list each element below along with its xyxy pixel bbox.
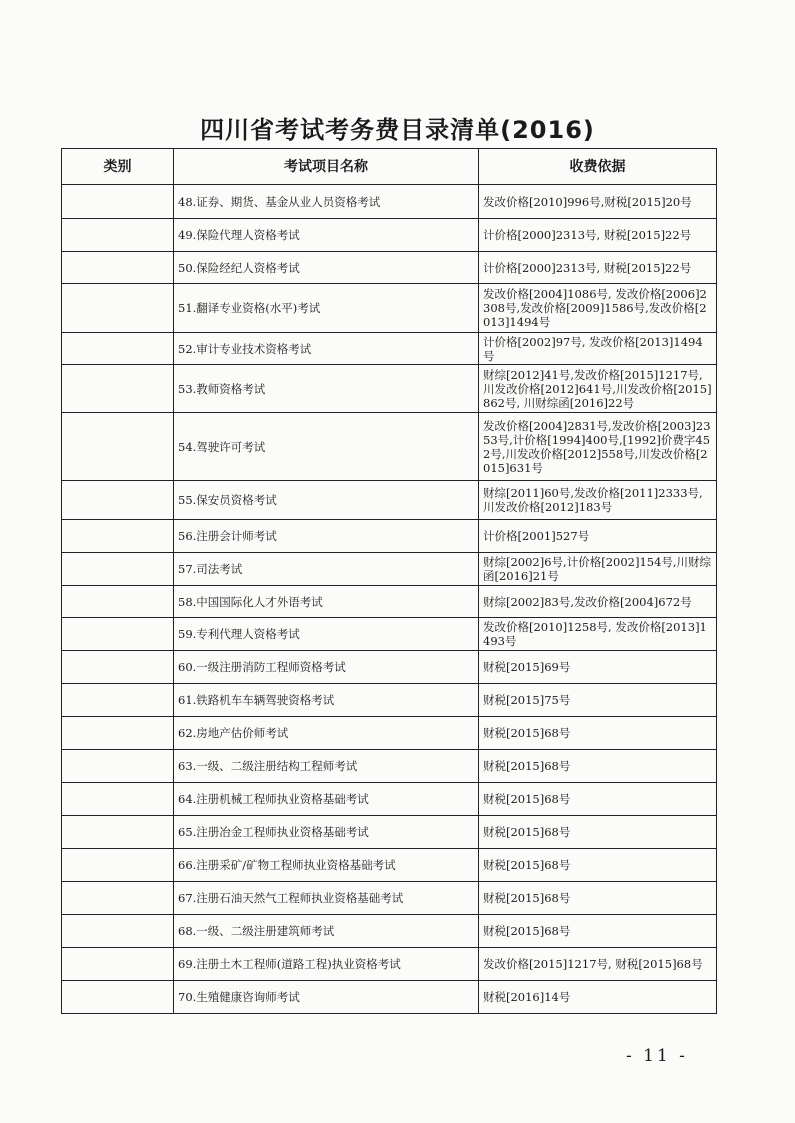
table-row [62, 365, 717, 413]
fee-basis-cell: 发改价格[2010]1258号, 发改价格[2013]1493号 [479, 618, 717, 651]
exam-name-cell: 49.保险代理人资格考试 [174, 219, 479, 252]
fee-basis-cell: 计价格[2002]97号, 发改价格[2013]1494号 [479, 333, 717, 365]
table-row [62, 750, 717, 783]
table-row [62, 651, 717, 684]
category-cell [62, 252, 174, 284]
table-row [62, 252, 717, 284]
header-category: 类别 [62, 149, 174, 185]
category-cell [62, 553, 174, 586]
category-cell [62, 717, 174, 750]
fee-basis-cell: 计价格[2001]527号 [479, 520, 717, 553]
category-cell [62, 981, 174, 1014]
header-basis: 收费依据 [479, 149, 717, 185]
exam-name-cell: 66.注册采矿/矿物工程师执业资格基础考试 [174, 849, 479, 882]
fee-table [61, 148, 717, 1014]
table-row [62, 520, 717, 553]
table-header-row [62, 149, 717, 185]
fee-basis-cell: 财税[2015]68号 [479, 882, 717, 915]
category-cell [62, 849, 174, 882]
category-cell [62, 185, 174, 219]
table-row [62, 586, 717, 618]
exam-name-cell: 50.保险经纪人资格考试 [174, 252, 479, 284]
category-cell [62, 948, 174, 981]
category-cell [62, 618, 174, 651]
table-row [62, 849, 717, 882]
fee-basis-cell: 发改价格[2010]996号,财税[2015]20号 [479, 185, 717, 219]
category-cell [62, 520, 174, 553]
category-cell [62, 750, 174, 783]
fee-basis-cell: 财税[2015]68号 [479, 783, 717, 816]
category-cell [62, 413, 174, 481]
exam-name-cell: 51.翻译专业资格(水平)考试 [174, 284, 479, 333]
exam-name-cell: 54.驾驶许可考试 [174, 413, 479, 481]
header-name: 考试项目名称 [174, 149, 479, 185]
fee-basis-cell: 财税[2016]14号 [479, 981, 717, 1014]
exam-name-cell: 63.一级、二级注册结构工程师考试 [174, 750, 479, 783]
fee-basis-cell: 发改价格[2015]1217号, 财税[2015]68号 [479, 948, 717, 981]
category-cell [62, 816, 174, 849]
table-row [62, 185, 717, 219]
table-row [62, 618, 717, 651]
fee-basis-cell: 财税[2015]68号 [479, 849, 717, 882]
exam-name-cell: 56.注册会计师考试 [174, 520, 479, 553]
table-row [62, 553, 717, 586]
table-row [62, 717, 717, 750]
category-cell [62, 284, 174, 333]
table-row [62, 783, 717, 816]
fee-basis-cell: 财税[2015]69号 [479, 651, 717, 684]
fee-basis-cell: 财税[2015]68号 [479, 915, 717, 948]
exam-name-cell: 70.生殖健康咨询师考试 [174, 981, 479, 1014]
fee-basis-cell: 财税[2015]68号 [479, 717, 717, 750]
table-row [62, 481, 717, 520]
table-row [62, 948, 717, 981]
category-cell [62, 365, 174, 413]
table-row [62, 284, 717, 333]
exam-name-cell: 61.铁路机车车辆驾驶资格考试 [174, 684, 479, 717]
exam-name-cell: 64.注册机械工程师执业资格基础考试 [174, 783, 479, 816]
category-cell [62, 882, 174, 915]
table-row [62, 684, 717, 717]
exam-name-cell: 68.一级、二级注册建筑师考试 [174, 915, 479, 948]
exam-name-cell: 55.保安员资格考试 [174, 481, 479, 520]
table-row [62, 219, 717, 252]
table-row [62, 413, 717, 481]
fee-basis-cell: 财税[2015]75号 [479, 684, 717, 717]
fee-basis-cell: 财税[2015]68号 [479, 816, 717, 849]
category-cell [62, 586, 174, 618]
table-row [62, 882, 717, 915]
fee-basis-cell: 财综[2011]60号,发改价格[2011]2333号,川发改价格[2012]183号 [479, 481, 717, 520]
fee-basis-cell: 发改价格[2004]1086号, 发改价格[2006]2308号,发改价格[2009]1586号,发改价格[2013]1494号 [479, 284, 717, 333]
fee-basis-cell: 财税[2015]68号 [479, 750, 717, 783]
exam-name-cell: 52.审计专业技术资格考试 [174, 333, 479, 365]
exam-name-cell: 69.注册土木工程师(道路工程)执业资格考试 [174, 948, 479, 981]
exam-name-cell: 65.注册冶金工程师执业资格基础考试 [174, 816, 479, 849]
exam-name-cell: 48.证券、期货、基金从业人员资格考试 [174, 185, 479, 219]
table-row [62, 333, 717, 365]
category-cell [62, 481, 174, 520]
exam-name-cell: 59.专利代理人资格考试 [174, 618, 479, 651]
category-cell [62, 684, 174, 717]
fee-basis-cell: 财综[2002]6号,计价格[2002]154号,川财综函[2016]21号 [479, 553, 717, 586]
table-row [62, 816, 717, 849]
fee-basis-cell: 计价格[2000]2313号, 财税[2015]22号 [479, 219, 717, 252]
fee-basis-cell: 财综[2002]83号,发改价格[2004]672号 [479, 586, 717, 618]
fee-basis-cell: 发改价格[2004]2831号,发改价格[2003]2353号,计价格[1994]400号,[1992]价费字452号,川发改价格[2012]558号,川发改价格[2015]631号 [479, 413, 717, 481]
exam-name-cell: 58.中国国际化人才外语考试 [174, 586, 479, 618]
exam-name-cell: 57.司法考试 [174, 553, 479, 586]
fee-basis-cell: 财综[2012]41号,发改价格[2015]1217号,川发改价格[2012]641号,川发改价格[2015]862号, 川财综函[2016]22号 [479, 365, 717, 413]
category-cell [62, 651, 174, 684]
page-number: - 11 - [626, 1046, 688, 1066]
exam-name-cell: 62.房地产估价师考试 [174, 717, 479, 750]
category-cell [62, 915, 174, 948]
exam-name-cell: 60.一级注册消防工程师资格考试 [174, 651, 479, 684]
page-title: 四川省考试考务费目录清单(2016) [200, 116, 595, 144]
exam-name-cell: 67.注册石油天然气工程师执业资格基础考试 [174, 882, 479, 915]
category-cell [62, 783, 174, 816]
fee-basis-cell: 计价格[2000]2313号, 财税[2015]22号 [479, 252, 717, 284]
table-row [62, 915, 717, 948]
category-cell [62, 219, 174, 252]
table-row [62, 981, 717, 1014]
exam-name-cell: 53.教师资格考试 [174, 365, 479, 413]
category-cell [62, 333, 174, 365]
